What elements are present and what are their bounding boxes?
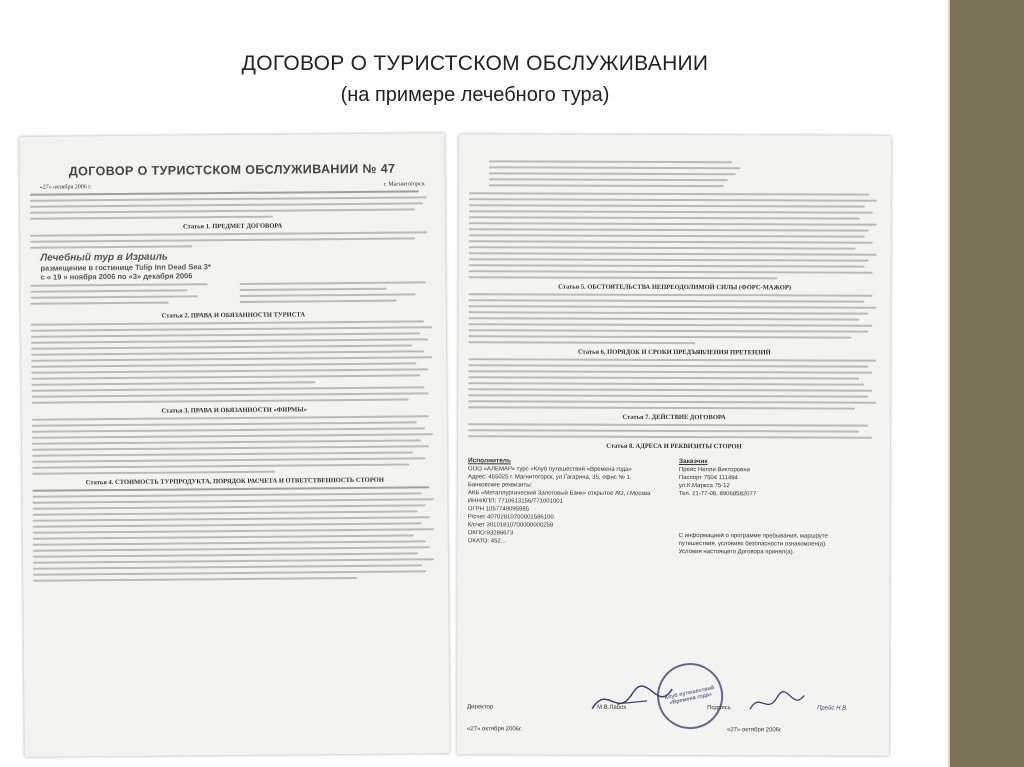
executor-line: ОГРН 1057749095985 (467, 506, 530, 513)
section-text (469, 192, 881, 279)
executor-line: ООО «АЛЕМАР» турс «Клуб путешествий «Времена года» (467, 466, 632, 473)
customer-line: Паспорт 7504 111494 (678, 475, 738, 482)
section-text (468, 293, 880, 344)
section-text (32, 415, 437, 475)
customer-signature-icon (747, 687, 807, 717)
section-title: Статья 8. АДРЕСА И РЕКВИЗИТЫ СТОРОН (606, 442, 742, 451)
executor-line: АКБ «Металлургический Залоговый Банк» открытое АО, г.Москва (467, 490, 651, 497)
tour-info (40, 249, 435, 281)
date-left: «27» октября 2006г. (466, 726, 523, 733)
customer-line: Тел. 21-77-08, 89068582077 (678, 491, 757, 498)
section-title: Статья 1. ПРЕДМЕТ ДОГОВОРА (182, 222, 283, 231)
section-text (31, 320, 437, 404)
date-right: «27» октября 2006г. (726, 727, 783, 734)
section-title: Статья 5. ОБСТОЯТЕЛЬСТВА НЕПРЕОДОЛИМОЙ СИЛЫ (ФОРС-МАЖОР) (558, 283, 791, 292)
tour-hotel: размещение в гостинице Tulip Inn Dead Sea 3* (40, 262, 211, 273)
contract-meta (40, 181, 425, 190)
contract-page-left (19, 133, 449, 757)
signature-area (467, 660, 879, 741)
executor-line: ОКПО:93286673 (467, 530, 514, 537)
customer-line: Прейс Нелли Викторовна (678, 467, 751, 474)
executor-line: Адрес: 455025 г. Магнитогорск, ул.Гагарина, 35, офис № 1. (467, 474, 632, 481)
section-title: Статья 3. ПРАВА И ОБЯЗАННОСТИ «ФИРМЫ» (161, 406, 307, 415)
section-text (468, 423, 880, 438)
executor-heading: Исполнитель (467, 457, 511, 465)
customer-line: ул.К.Маркса 75-12 (678, 483, 730, 490)
preamble-text (30, 190, 435, 220)
customer-details (679, 458, 880, 558)
slide-subtitle: (на примере лечебного тура) (340, 84, 610, 106)
contract-city: г. Магнитогорск (383, 181, 425, 188)
customer-note: С информацией о программе пребывания, маршруте (678, 533, 828, 540)
section-text (30, 231, 435, 249)
slide-title: ДОГОВОР О ТУРИСТСКОМ ОБСЛУЖИВАНИИ (241, 52, 709, 75)
section-title: Статья 2. ПРАВА И ОБЯЗАННОСТИ ТУРИСТА (161, 311, 306, 320)
section-title: Статья 7. ДЕЙСТВИЕ ДОГОВОРА (622, 413, 726, 422)
section-title: Статья 6. ПОРЯДОК И СРОКИ ПРЕДЪЯВЛЕНИЯ ПРЕТЕНЗИЙ (577, 348, 771, 357)
contract-page-right (457, 134, 891, 756)
tour-options (31, 281, 436, 309)
customer-heading: Заказчик (678, 458, 708, 466)
customer-note: Условия настоящего Договора принял(а). (678, 549, 795, 556)
contract-title: ДОГОВОР О ТУРИСТСКОМ ОБСЛУЖИВАНИИ № 47 (68, 161, 396, 179)
customer-note: путешествия, условиях безопасности ознакомлен(а). (678, 541, 827, 548)
tour-dates: с « 19 » ноября 2006 по «3» декабря 2006 (40, 271, 193, 282)
customer-sign-name: Прейс Н.В. (817, 705, 848, 712)
contract-date: «27» октября 2006 г. (39, 184, 92, 191)
director-label: Директор (467, 704, 494, 711)
executor-line: ИНН/КПП: 7710613156/771001001 (467, 498, 563, 505)
parties-details (468, 457, 880, 557)
section-text (468, 358, 880, 409)
executor-line: Банковские реквизиты: (467, 482, 533, 489)
executor-line: ОКАТО: 452... (467, 538, 506, 545)
director-name: М.В.Лабох (597, 704, 627, 711)
section-text (32, 486, 438, 582)
slide-side-bar (950, 0, 1024, 767)
tour-name: Лечебный тур в Израиль (40, 251, 168, 264)
penalty-table (489, 160, 881, 187)
company-stamp: Клуб путешествий «Времена года» (651, 657, 729, 735)
customer-sign-label: Подпись (707, 705, 731, 712)
executor-details (468, 457, 669, 557)
section-title: Статья 4. СТОИМОСТЬ ТУРПРОДУКТА, ПОРЯДОК РАСЧЕТА И ОТВЕТСТВЕННОСТЬ СТОРОН (85, 476, 384, 487)
executor-line: К/счет 30101810700000000259 (467, 522, 554, 529)
executor-line: Р/счет 40702810700001586100 (467, 514, 554, 521)
